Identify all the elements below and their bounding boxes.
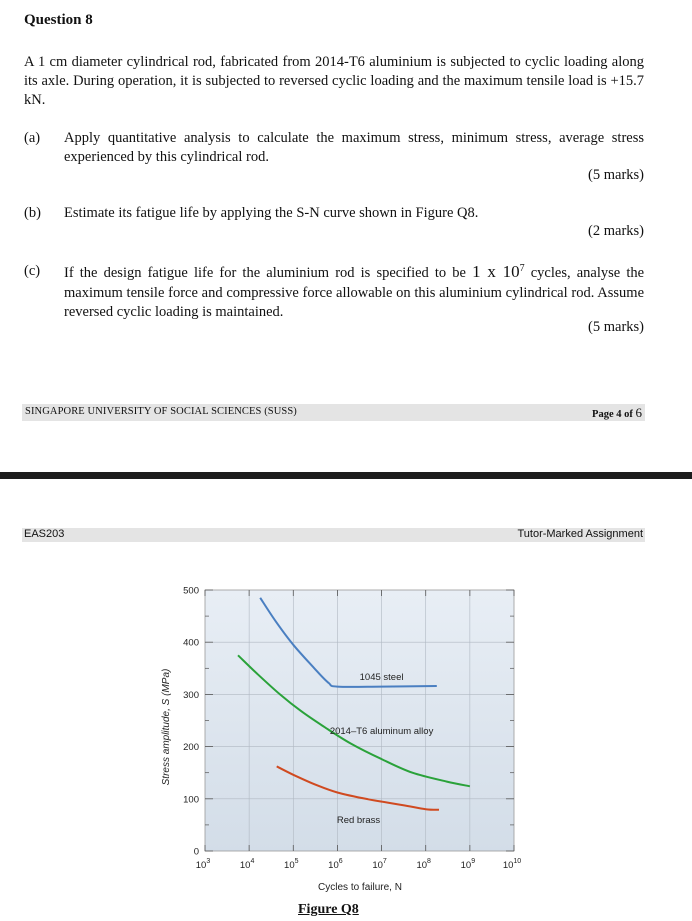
design-life-base: 1 x 10 [472,262,520,281]
page-divider [0,472,692,479]
header-course-code: EAS203 [24,528,65,540]
part-c-marks: (5 marks) [588,319,644,335]
x-tick-label: $10^5$ [284,858,299,871]
y-tick-label: 100 [183,794,199,806]
footer-page-prefix: Page 4 of [592,409,636,420]
y-tick-label: 300 [183,689,199,701]
footer-page-number [592,405,642,421]
y-tick-label: 500 [183,585,199,597]
y-tick-label: 0 [193,846,199,858]
page-footer [22,404,645,421]
page-header [22,528,645,542]
part-c-text [64,262,644,322]
series-annotation-1: 1045 steel [359,671,404,683]
y-tick-label: 200 [183,742,199,754]
footer-institution: SINGAPORE UNIVERSITY OF SOCIAL SCIENCES (SUSS) [25,406,297,417]
x-axis-label: Cycles to failure, N [318,882,402,893]
part-c-text-before: If the design fatigue life for the aluminium rod is specified to be [64,265,466,281]
x-tick-label: $10^3$ [195,858,211,871]
plot-area [205,590,514,851]
x-tick-label: $10^6$ [328,858,343,871]
series-annotation-3: Red brass [336,814,381,826]
footer-page-total: 6 [635,405,642,420]
x-tick-label: $10^4$ [239,858,255,871]
y-tick-label: 400 [183,637,199,649]
x-tick-label: $10^{10}$ [502,858,522,871]
part-a-marks: (5 marks) [588,167,644,183]
part-b-text: Estimate its fatigue life by applying the S-N curve shown in Figure Q8. [64,205,479,221]
y-axis-label: Stress amplitude, S (MPa) [161,668,172,786]
series-annotation-2: 2014–T6 aluminum alloy [329,726,434,738]
question-title: Question 8 [24,12,93,28]
x-tick-label: $10^8$ [416,858,431,871]
sn-curve-chart [150,585,530,897]
question-intro: A 1 cm diameter cylindrical rod, fabricated from 2014-T6 aluminium is subjected to cyclic loading along its axle. During operation, it is subjected to reversed cyclic loading and the maximum tensile load is +15.7 kN. [24,54,644,108]
figure-caption: Figure Q8 [298,902,359,917]
part-b-label: (b) [24,205,41,221]
x-tick-label: $10^7$ [372,858,387,871]
part-c-text-after: cycles, analyse the maximum tensile force and compressive force allowable on this aluminium cylindrical rod. Assume reversed cyclic loading is maintained. [64,265,645,320]
part-b-marks: (2 marks) [588,223,644,239]
design-life-exponent: 7 [519,263,525,274]
part-c-label: (c) [24,263,41,279]
header-doc-type: Tutor-Marked Assignment [517,528,643,540]
part-a-label: (a) [24,130,41,146]
x-tick-label: $10^9$ [460,858,476,871]
part-a-text: Apply quantitative analysis to calculate the maximum stress, minimum stress, average stress experienced by this cylindrical rod. [64,130,644,165]
